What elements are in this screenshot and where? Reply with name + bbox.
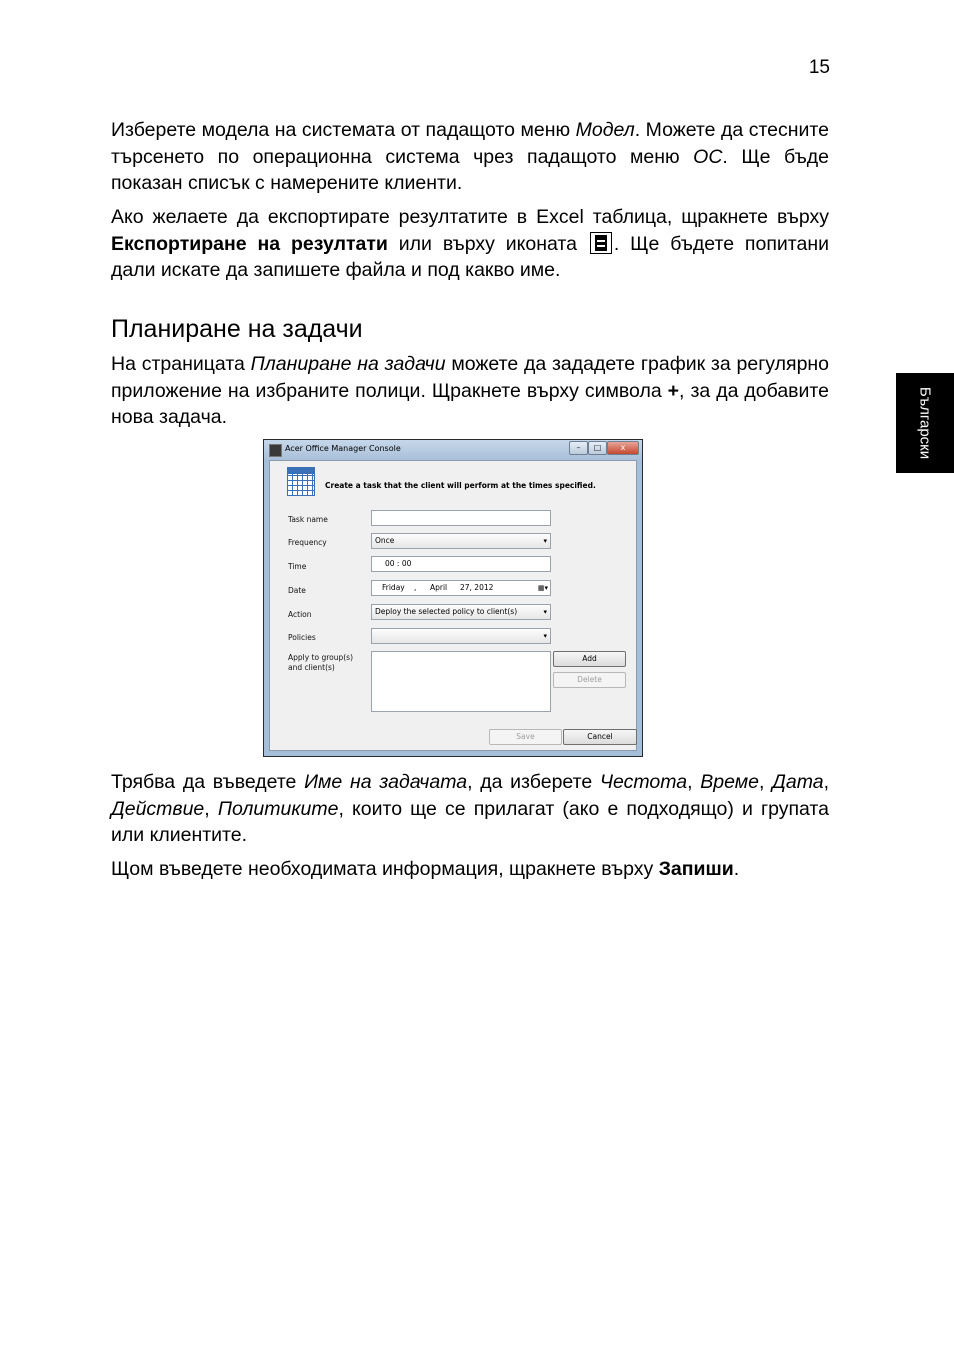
groups-clients-list[interactable] [371, 651, 551, 712]
close-button[interactable]: x [607, 441, 639, 455]
term-frequency: Честота [599, 771, 688, 793]
text: , [758, 771, 773, 793]
chevron-down-icon: ▾ [543, 608, 547, 616]
text: . Ще бъде показан списък с намерените клиенти. [111, 145, 829, 194]
export-document-icon [590, 232, 612, 254]
text: Изберете модела на системата от падащото меню [111, 119, 576, 141]
menu-name-os: ОС [693, 145, 723, 168]
date-day-year: 27, 2012 [460, 583, 494, 592]
term-date: Дата [772, 771, 824, 793]
policies-label: Policies [288, 633, 316, 642]
paragraph-task-scheduling [111, 351, 829, 431]
section-heading: Планиране на задачи [111, 315, 363, 343]
frequency-label: Frequency [288, 538, 327, 547]
term-policies: Политиките [217, 797, 339, 820]
text: , [687, 771, 701, 793]
text: Трябва да въведете [111, 771, 305, 793]
date-label: Date [288, 586, 306, 595]
text: , за да добавите нова задача. [111, 379, 829, 428]
term-save: Запиши [658, 858, 734, 880]
text: , да изберете [467, 771, 600, 793]
time-input[interactable] [371, 556, 551, 572]
title-bar [264, 440, 642, 460]
cancel-button[interactable]: Cancel [563, 729, 637, 745]
time-label: Time [288, 562, 307, 571]
text: . Можете да стесните търсенето по операционна система чрез падащото меню [111, 119, 829, 168]
action-label: Action [288, 610, 312, 619]
paragraph-export [111, 204, 829, 284]
maximize-button[interactable]: □ [588, 441, 607, 455]
add-button[interactable]: Add [553, 651, 626, 667]
frequency-dropdown[interactable] [371, 533, 551, 549]
calendar-dropdown-icon[interactable]: ▦▾ [537, 584, 548, 592]
chevron-down-icon: ▾ [543, 632, 547, 640]
frequency-value: Once [375, 536, 395, 545]
task-dialog-screenshot [263, 439, 643, 757]
paragraph-save [111, 856, 829, 883]
text: . Ще бъдете попитани дали искате да запишете файла и под какво име. [111, 232, 829, 281]
date-separator: , [414, 583, 417, 592]
save-button[interactable]: Save [489, 729, 562, 745]
calendar-icon [287, 472, 315, 496]
app-icon [269, 444, 282, 457]
date-day: Friday [382, 583, 405, 592]
paragraph-model-filter [111, 117, 829, 197]
text: Щом въведете необходимата информация, щракнете върху [111, 858, 659, 880]
chevron-down-icon: ▾ [543, 537, 547, 545]
paragraph-required-fields [111, 769, 829, 849]
term-action: Действие [111, 797, 205, 820]
page-number: 15 [808, 57, 830, 78]
text: , [823, 771, 829, 793]
apply-label-line-1: Apply to group(s) [288, 653, 354, 662]
term-task-name: Име на задачата [304, 771, 468, 793]
plus-symbol: + [667, 379, 680, 402]
menu-name-model: Модел [575, 119, 635, 141]
export-results-term: Експортиране на резултати [111, 232, 388, 255]
apply-label-line-2: and client(s) [288, 663, 335, 672]
term-time: Време [700, 771, 759, 793]
language-tab-label: Български [916, 386, 934, 460]
dialog-intro: Create a task that the client will perform at the times specified. [325, 481, 596, 490]
language-tab [896, 373, 954, 473]
dialog-body [269, 460, 637, 751]
window-title: Acer Office Manager Console [285, 444, 401, 453]
date-month: April [430, 583, 448, 592]
policies-dropdown[interactable] [371, 628, 551, 644]
delete-button[interactable]: Delete [553, 672, 626, 688]
page-name-task-scheduling: Планиране на задачи [250, 353, 446, 375]
text: , [204, 797, 218, 820]
text: , които ще се прилагат (ако е подходящо) и групата или клиентите. [111, 797, 829, 846]
text: . [733, 858, 740, 880]
text: На страницата [111, 353, 251, 375]
action-dropdown[interactable] [371, 604, 551, 620]
task-name-label: Task name [288, 515, 328, 524]
time-value: 00 : 00 [385, 559, 412, 568]
date-picker[interactable] [371, 580, 551, 596]
action-value: Deploy the selected policy to client(s) [375, 607, 518, 616]
text: или върху иконата [387, 232, 588, 255]
text: Ако желаете да експортирате резултатите в Excel таблица, щракнете върху [111, 206, 829, 228]
text: можете да зададете график за регулярно приложение на избраните полици. Щракнете върху символа [111, 353, 830, 402]
task-name-input[interactable] [371, 510, 551, 526]
minimize-button[interactable]: – [569, 441, 588, 455]
